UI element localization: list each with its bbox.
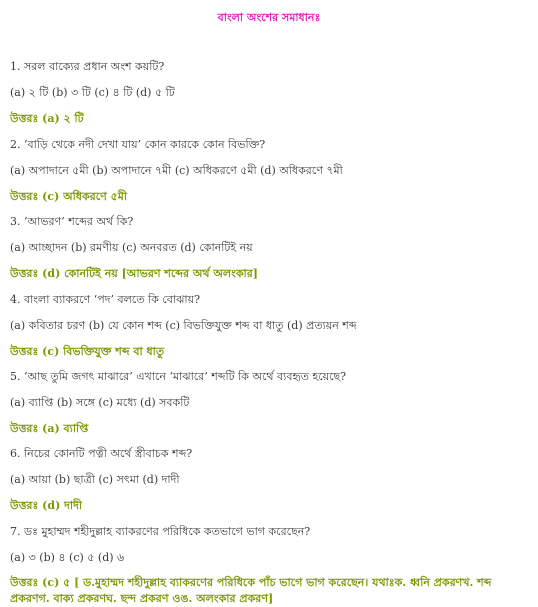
question-text: 3. ‘আভরণ’ শব্দের অর্থ কি?	[10, 215, 134, 228]
question-options: (a) আয়া (b) ছাত্রী (c) সৎমা (d) দাদী	[10, 473, 180, 486]
question-text: 4. বাংলা ব্যাকরণে ‘পদ’ বলতে কি বোঝায়?	[10, 293, 200, 306]
answer-text: উত্তরঃ (d) দাদী	[10, 499, 83, 512]
question-options: (a) ৩ (b) ৪ (c) ৫ (d) ৬	[10, 551, 125, 564]
question-text: 5. ‘আছ তুমি জগৎ মাঝারে’ এখানে ‘মাঝারে’ শব্দটি কি অর্থে ব্যবহৃত হয়েছে?	[10, 370, 347, 383]
answer-text: উত্তরঃ (a) ব্যাপ্তি	[10, 422, 89, 435]
question-block-7	[10, 525, 530, 607]
question-block-6	[10, 447, 530, 513]
page-title: বাংলা অংশের সমাধানঃ	[217, 11, 321, 24]
question-block-4	[10, 293, 530, 359]
question-block-1	[10, 60, 530, 126]
question-options: (a) অপাদানে ৫মী (b) অপাদানে ৭মী (c) অধিকরণে ৫মী (d) অধিকরণে ৭মী	[10, 164, 343, 177]
answer-text: উত্তরঃ (c) অধিকরণে ৫মী	[10, 190, 127, 203]
question-options: (a) ২ টি (b) ৩ টি (c) ৪ টি (d) ৫ টি	[10, 86, 175, 99]
answer-text: উত্তরঃ (c) ৫ [ ড.মুহাম্মদ শহীদুল্লাহ ব্যাকরণের পরিধিকে পাঁচ ভাগে ভাগ করেছেন। যথাঃক. ধ্বনি প্রকরণখ. শব্দ প্রকরণগ. বাক্য প্রকরণঘ. ছন্দ প্রকরণ ওঙ. অলংকার প্রকরণ]	[10, 576, 492, 605]
answer-text: উত্তরঃ (c) বিভক্তিযুক্ত শব্দ বা ধাতু	[10, 345, 165, 358]
question-text: 6. নিচের কোনটি পত্নী অর্থে স্ত্রীবাচক শব্দ?	[10, 447, 193, 460]
question-text: 7. ডঃ মুহাম্মদ শহীদুল্লাহ ব্যাকরণের পরিধিকে কতভাগে ভাগ করেছেন?	[10, 525, 311, 538]
question-block-3	[10, 215, 530, 281]
question-block-5	[10, 370, 530, 436]
question-text: 1. সরল বাক্যের প্রধান অংশ কয়টি?	[10, 60, 165, 73]
answer-text: উত্তরঃ (a) ২ টি	[10, 112, 84, 125]
answer-text: উত্তরঃ (d) কোনটিই নয় [আভরণ শব্দের অর্থ অলংকার]	[10, 267, 258, 280]
question-options: (a) কবিতার চরণ (b) যে কোন শব্দ (c) বিভক্তিযুক্ত শব্দ বা ধাতু (d) প্রত্যয়ন শব্দ	[10, 319, 357, 332]
question-block-2	[10, 138, 530, 204]
question-text: 2. ‘বাড়ি থেকে নদী দেখা যায়’ কোন কারকে কোন বিভক্তি?	[10, 138, 266, 151]
question-options: (a) আচ্ছাদন (b) রমণীয় (c) অনবরত (d) কোনটিই নয়	[10, 241, 253, 254]
question-options: (a) ব্যাপ্তি (b) সঙ্গে (c) মধ্যে (d) সবকটি	[10, 396, 190, 409]
